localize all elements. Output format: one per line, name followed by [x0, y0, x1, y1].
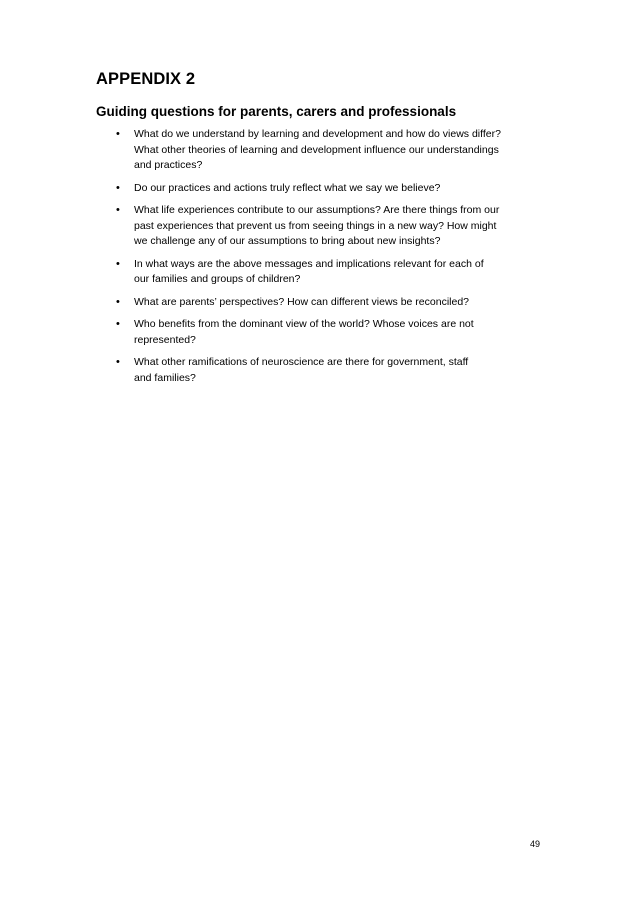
bullet-icon: •	[116, 128, 120, 140]
guiding-questions-list	[116, 127, 536, 393]
appendix-title: APPENDIX 2	[96, 70, 196, 88]
question-text-line: In what ways are the above messages and implications relevant for each of	[134, 257, 484, 270]
question-item	[116, 203, 536, 250]
bullet-icon: •	[116, 295, 120, 308]
question-text-line: we challenge any of our assumptions to bring about new insights?	[134, 235, 441, 247]
question-text-line: What other ramifications of neuroscience are there for government, staff	[134, 356, 469, 368]
question-text-line: What other theories of learning and development influence our understandings	[134, 143, 499, 156]
question-text-line: What do we understand by learning and development and how do views differ?	[134, 128, 501, 140]
question-text-line: and practices?	[134, 159, 203, 171]
page-number: 49	[530, 839, 541, 849]
question-text-line: past experiences that prevent us from seeing things in a new way? How might	[134, 219, 497, 232]
question-text-line: represented?	[134, 333, 196, 346]
bullet-icon: •	[116, 318, 120, 330]
bullet-icon: •	[116, 257, 120, 270]
bullet-icon: •	[116, 204, 120, 216]
section-heading: Guiding questions for parents, carers and professionals	[96, 104, 457, 119]
bullet-icon: •	[116, 356, 120, 368]
question-text-line: Who benefits from the dominant view of the world? Whose voices are not	[134, 318, 474, 330]
question-item	[116, 181, 536, 197]
question-text-line: What are parents’ perspectives? How can different views be reconciled?	[134, 295, 470, 308]
bullet-icon: •	[116, 181, 120, 194]
question-text-line: and families?	[134, 371, 196, 384]
question-text-line: Do our practices and actions truly reflect what we say we believe?	[134, 181, 441, 194]
question-text-line: What life experiences contribute to our assumptions? Are there things from our	[134, 204, 500, 216]
question-text-line: our families and groups of children?	[134, 273, 301, 285]
question-item	[116, 317, 536, 348]
question-item	[116, 127, 536, 174]
question-item	[116, 257, 536, 288]
question-item	[116, 295, 536, 311]
question-item	[116, 355, 536, 386]
